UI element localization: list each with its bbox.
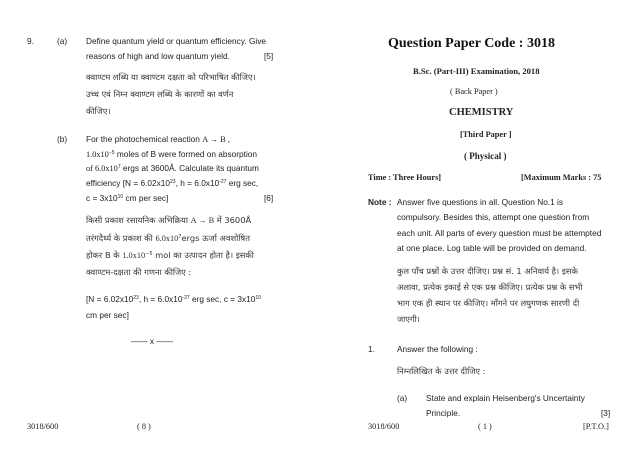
page-number: ( 1 ) [478,422,492,431]
hindi-text-line: तरंगदैर्ध्य के प्रकाश की $6.0x10^7ergs$ ऊर्जा अवशोषित [86,233,250,243]
question-text-line: of $6.0x10^7$ ergs at 3600Å. Calculate its quantum [86,163,259,173]
question-text-line: reasons of high and low quantum yield. [86,51,230,61]
maximum-marks: [Maximum Marks : 75 [521,173,602,182]
note-line: each unit. All parts of every question must be attempted [397,228,602,238]
question-text-line: efficiency [$N = 6.02x10^{23}$, $h = 6.0x10^{-27}$ erg sec, [86,178,259,188]
part-label: (b) [57,134,68,144]
marks: [6] [264,193,274,203]
hindi-text-line: होकर B के $1.0x10^{-5}$ mol का उत्पादन होता है। इसकी [86,250,254,260]
hindi-text-line: निम्नलिखित के उत्तर दीजिए : [397,366,486,376]
hindi-note-line: जाएगी। [397,314,420,324]
question-text-line: Answer the following : [397,344,478,354]
pto-label: [P.T.O.] [583,422,609,431]
reaction-equation: A → B , [202,135,230,144]
hindi-note-line: अलावा, प्रत्येक इकाई से एक प्रश्न कीजिए। प्रत्येक प्रश्न के सभी [397,282,583,292]
note-line: Answer five questions in all. Question No.1 is [397,197,564,207]
section-title: ( Physical ) [464,151,507,161]
paper-title: Question Paper Code : 3018 [388,36,555,51]
time-allowed: Time : Three Hours] [368,173,442,182]
note-line: compulsory. Besides this, attempt one question from [397,212,590,222]
question-text-line: Principle. [426,408,461,418]
question-text-line: $c = 3x10^{10}$ cm per sec] [86,193,169,203]
question-number: 1. [368,344,375,354]
note-label: Note : [368,197,392,207]
question-text-line: $1.0x10^{-5}$ moles of B were formed on absorption [86,149,258,159]
exam-name: B.Sc. (Part-III) Examination, 2018 [413,66,540,76]
page-number: ( 8 ) [137,422,151,431]
question-text-line: For the photochemical reaction A → B , [86,134,230,144]
constants-line: cm per sec] [86,310,129,320]
question-text-line: State and explain Heisenberg's Uncertainty [426,393,585,403]
subject: CHEMISTRY [449,107,514,118]
hindi-note-line: कुल पाँच प्रश्नों के उत्तर दीजिए। प्रश्न सं. 1 अनिवार्य है। इसके [397,266,578,276]
marks: [3] [601,408,611,418]
footer-code: 3018/600 [368,422,400,431]
hindi-text-line: उच्च एवं निम्न क्वाण्टम लब्धि के कारणों का वर्णन [86,89,234,99]
hindi-text-line: क्वाण्टम लब्धि या क्वाण्टम दक्षता को परिभाषित कीजिए। [86,72,256,82]
footer-code: 3018/600 [27,422,59,431]
paper-number: [Third Paper ] [460,130,512,139]
marks: [5] [264,51,274,61]
constants-line: [$N = 6.02x10^{23}$, $h = 6.0x10^{-27}$ erg sec, $c = 3x10^{10}$ [86,294,261,304]
back-paper-label: ( Back Paper ) [450,87,498,96]
end-mark: —— x —— [131,336,173,346]
hindi-text-line: कीजिए। [86,106,111,116]
hindi-text-line: क्वाण्टम-दक्षता की गणना कीजिए : [86,267,192,277]
hindi-note-line: भाग एक ही स्थान पर कीजिए। माँगने पर लघुगणक सारणी दी [397,298,580,308]
question-text-line: Define quantum yield or quantum efficiency. Give [86,36,267,46]
note-line: at one place. Log table will be provided on demand. [397,243,587,253]
part-label: (a) [57,36,68,46]
part-label: (a) [397,393,408,403]
question-number: 9. [27,36,34,46]
hindi-text-line: किसी प्रकाश रसायनिक अभिक्रिया A → B में 3600Å [86,215,252,225]
